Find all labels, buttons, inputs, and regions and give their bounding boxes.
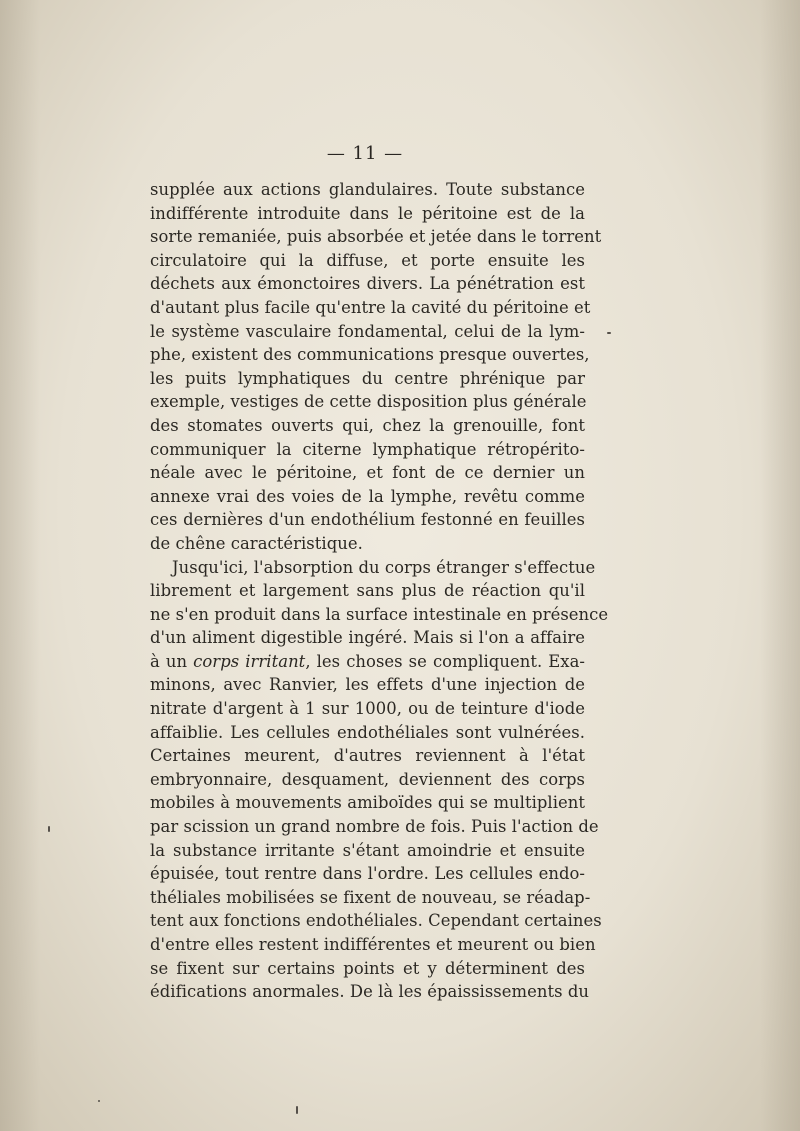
text-line: Certaines meurent, d'autres reviennent à l'état [150, 746, 585, 766]
text-line: des stomates ouverts qui, chez la grenouille, font [150, 415, 585, 435]
text-line: circulatoire qui la diffuse, et porte ensuite les [150, 250, 585, 270]
text-line: ces dernières d'un endothélium festonné en feuilles [150, 510, 585, 530]
text-line: affaiblie. Les cellules endothéliales sont vulnérées. [150, 722, 585, 742]
italic-term: corps irritant [193, 651, 306, 671]
text-line: minons, avec Ranvier, les effets d'une injection de [150, 675, 585, 695]
paper-speck [607, 332, 611, 334]
text-line: tent aux fonctions endothéliales. Cependant certaines [150, 911, 602, 931]
text-run: à un [150, 651, 188, 671]
text-run: , les choses se compliquent. Exa- [305, 651, 585, 671]
text-line: déchets aux émonctoires divers. La pénétration est [150, 274, 585, 294]
text-line: les puits lymphatiques du centre phrénique par [150, 368, 585, 388]
text-line: d'entre elles restent indifférentes et meurent ou bien [150, 935, 596, 954]
text-line: sorte remaniée, puis absorbée et jetée dans le torrent [150, 227, 602, 247]
text-line: phe, existent des communications presque ouvertes, [150, 345, 590, 365]
paper-speck [296, 1106, 298, 1114]
page-edge-left [0, 0, 40, 1131]
text-line-mixed [150, 650, 585, 674]
text-line: embryonnaire, desquament, deviennent des corps [150, 769, 585, 789]
text-line: le système vasculaire fondamental, celui de la lym- [150, 321, 585, 341]
page-number: — 11 — [326, 143, 404, 164]
text-line: supplée aux actions glandulaires. Toute substance [150, 180, 585, 199]
text-line: ne s'en produit dans la surface intestinale en présence [150, 604, 609, 624]
page-edge-right [760, 0, 800, 1131]
text-line: Jusqu'ici, l'absorption du corps étranger s'effectue [172, 557, 596, 577]
text-line: néale avec le péritoine, et font de ce dernier un [150, 463, 585, 483]
text-line: épuisée, tout rentre dans l'ordre. Les cellules endo- [150, 864, 585, 884]
text-line: la substance irritante s'étant amoindrie et ensuite [150, 840, 585, 860]
text-line: annexe vrai des voies de la lymphe, revêtu comme [150, 486, 585, 506]
text-line: librement et largement sans plus de réaction qu'il [150, 581, 585, 601]
text-line: d'un aliment digestible ingéré. Mais si l'on a affaire [150, 628, 585, 648]
paper-speck [48, 826, 50, 832]
body-text [150, 178, 609, 1004]
text-line: théliales mobilisées se fixent de nouveau, se réadap- [150, 887, 591, 907]
text-line: d'autant plus facile qu'entre la cavité du péritoine et [150, 297, 591, 317]
text-line: indifférente introduite dans le péritoine est de la [150, 203, 585, 223]
text-line: nitrate d'argent à 1 sur 1000, ou de teinture d'iode [150, 699, 585, 719]
text-line: se fixent sur certains points et y déterminent des [150, 958, 585, 978]
text-line: par scission un grand nombre de fois. Puis l'action de [150, 817, 599, 837]
text-line: mobiles à mouvements amiboïdes qui se multiplient [150, 793, 585, 813]
text-line: de chêne caractéristique. [150, 533, 363, 553]
text-line: communiquer la citerne lymphatique rétropérito- [150, 439, 585, 459]
text-line: édifications anormales. De là les épaississements du [150, 982, 589, 1002]
text-line: exemple, vestiges de cette disposition plus générale [150, 392, 587, 412]
paper-speck [98, 1100, 100, 1102]
